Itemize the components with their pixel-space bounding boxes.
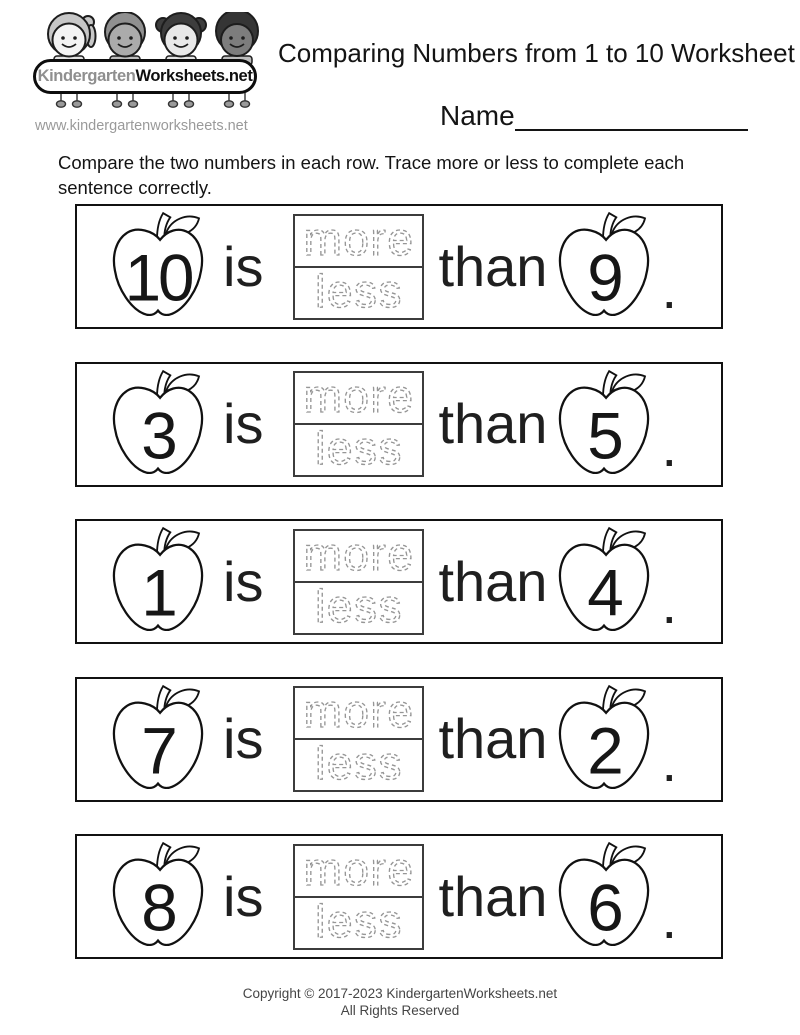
name-label: Name <box>440 100 515 131</box>
trace-more-text: more <box>303 531 415 580</box>
is-label: is <box>223 549 264 613</box>
trace-less-text: less <box>315 268 403 317</box>
instructions-text: Compare the two numbers in each row. Trace more or less to complete each sentence correctly. <box>58 152 685 198</box>
apple-icon <box>105 521 211 642</box>
comparison-row-1 <box>75 204 723 329</box>
than-label: than <box>438 392 548 455</box>
apple-icon <box>551 364 657 485</box>
trace-more-cell <box>295 531 422 583</box>
comparison-row-4 <box>75 677 723 802</box>
kids-feet-icon <box>57 92 250 107</box>
kid-boy-dark-icon <box>216 12 258 65</box>
trace-more-cell <box>295 846 422 898</box>
comparison-row-3 <box>75 519 723 644</box>
right-number: 6 <box>587 871 622 945</box>
right-number: 5 <box>587 398 622 472</box>
copyright-text: Copyright © 2017-2023 KindergartenWorksheets.net <box>242 986 558 1001</box>
than-label: than <box>438 864 548 928</box>
name-blank-line <box>515 101 748 131</box>
footer <box>0 986 800 1018</box>
trace-more-cell <box>295 688 422 740</box>
apple-icon <box>551 679 657 800</box>
trace-less-text: less <box>315 583 403 632</box>
trace-less-text: less <box>315 741 403 789</box>
is-label: is <box>223 392 264 455</box>
left-number: 7 <box>141 713 175 787</box>
page-title: Comparing Numbers from 1 to 10 Worksheet <box>278 38 795 68</box>
trace-less-cell <box>295 268 422 318</box>
apple-icon <box>105 206 211 327</box>
trace-box <box>293 844 424 950</box>
comparison-row-5 <box>75 834 723 959</box>
apple-icon <box>551 521 657 642</box>
trace-less-cell <box>295 425 422 475</box>
than-label: than <box>438 234 548 298</box>
rights-text: All Rights Reserved <box>340 1003 460 1018</box>
logo-text-black: Worksheets.net <box>135 67 253 85</box>
period-label: . <box>661 572 678 635</box>
period-label: . <box>661 414 678 478</box>
logo-banner <box>33 59 257 94</box>
trace-less-text: less <box>315 426 403 474</box>
site-url: www.kindergartenworksheets.net <box>35 118 248 134</box>
than-label: than <box>438 707 548 770</box>
kid-girl-ponytail-icon <box>48 13 96 65</box>
trace-box <box>293 371 424 477</box>
trace-less-cell <box>295 583 422 633</box>
trace-less-cell <box>295 898 422 948</box>
trace-more-cell <box>295 373 422 425</box>
trace-more-text: more <box>303 374 415 422</box>
apple-icon <box>551 836 657 957</box>
trace-more-text: more <box>303 689 415 737</box>
trace-less-cell <box>295 740 422 790</box>
kindergartenworksheets-logo <box>31 12 263 118</box>
left-number: 10 <box>124 241 192 315</box>
period-label: . <box>661 257 678 320</box>
trace-box <box>293 529 424 635</box>
apple-icon <box>105 679 211 800</box>
apple-icon <box>105 364 211 485</box>
kid-boy-icon <box>105 12 145 65</box>
apple-icon <box>105 836 211 957</box>
is-label: is <box>223 234 264 298</box>
comparison-rows <box>75 204 723 992</box>
left-number: 3 <box>141 398 175 472</box>
period-label: . <box>661 729 678 793</box>
trace-box <box>293 686 424 792</box>
right-number: 4 <box>587 556 622 630</box>
comparison-row-2 <box>75 362 723 487</box>
than-label: than <box>438 549 548 613</box>
trace-more-text: more <box>303 216 415 265</box>
trace-more-cell <box>295 216 422 268</box>
kid-girl-pigtails-icon <box>156 13 206 65</box>
trace-less-text: less <box>315 898 403 947</box>
left-number: 8 <box>141 871 175 945</box>
trace-more-text: more <box>303 846 415 895</box>
is-label: is <box>223 864 264 928</box>
left-number: 1 <box>141 556 175 630</box>
right-number: 9 <box>587 241 622 315</box>
apple-icon <box>551 206 657 327</box>
period-label: . <box>661 887 678 950</box>
logo-text-gray: Kindergarten <box>37 67 136 85</box>
right-number: 2 <box>587 713 622 787</box>
is-label: is <box>223 707 264 770</box>
trace-box <box>293 214 424 320</box>
name-row <box>440 101 748 131</box>
